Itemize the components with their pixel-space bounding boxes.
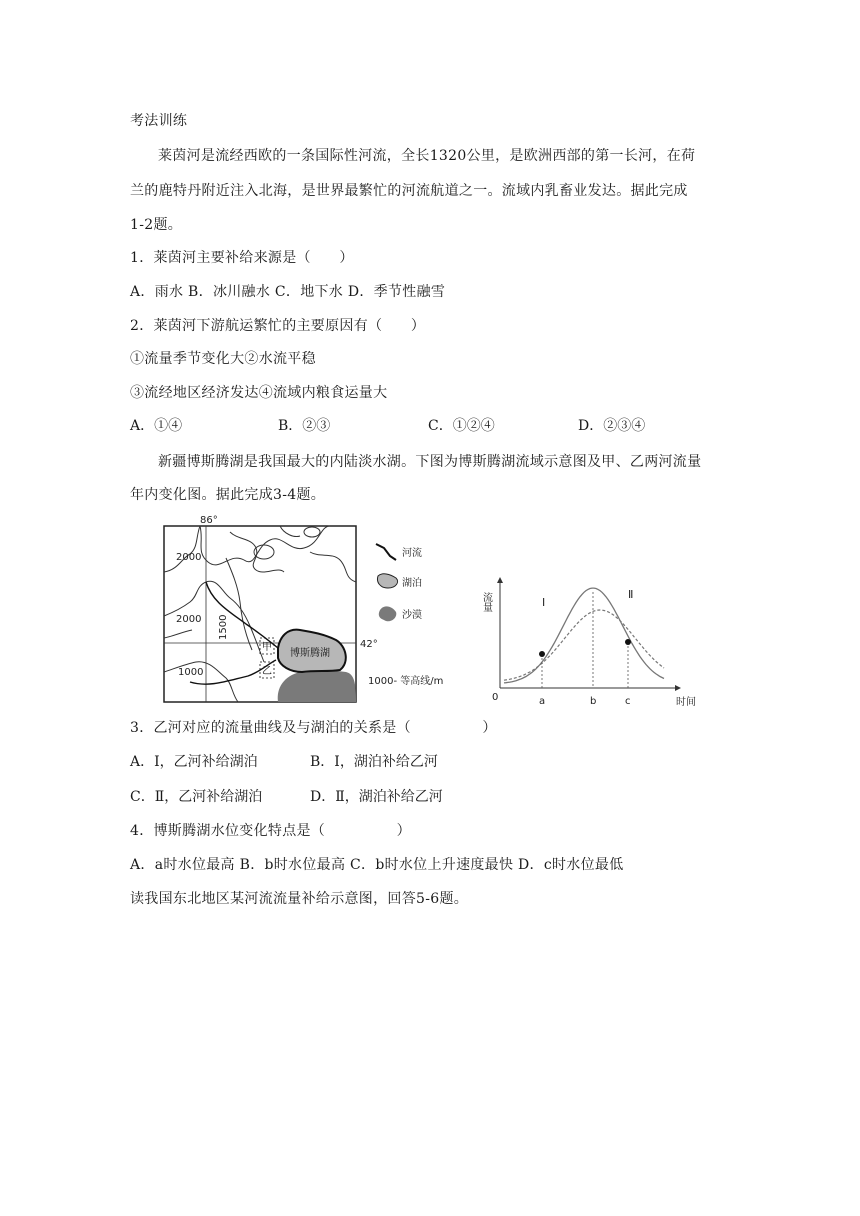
legend-desert-label: 沙漠 (402, 610, 422, 621)
tick-label-c: c (625, 696, 631, 707)
map-legend (368, 544, 443, 687)
series-ii-curve (504, 588, 664, 683)
question-4-options: A．a时水位最高 B．b时水位最高 C．b时水位上升速度最快 D．c时水位最低 (130, 857, 624, 873)
river-jia-label: 甲 (262, 642, 272, 653)
question-2-option-d: D．②③④ (578, 418, 646, 434)
lake-name-label: 博斯腾湖 (290, 648, 330, 659)
contour-label-1000: 1000 (178, 667, 204, 678)
lake-legend-icon (377, 574, 397, 588)
question-2-option-a: A．①④ (130, 418, 183, 434)
passage-2-line-1: 新疆博斯腾湖是我国最大的内陆淡水湖。下图为博斯腾湖流域示意图及甲、乙两河流量 (158, 454, 702, 470)
question-1-stem: 1．莱茵河主要补给来源是（ ） (130, 250, 354, 266)
latitude-label: 42° (360, 639, 378, 650)
series-ii-label: Ⅱ (628, 588, 634, 601)
passage-1-line-2: 兰的鹿特丹附近注入北海，是世界最繁忙的河流航道之一。流域内乳畜业发达。据此完成 (130, 183, 688, 199)
question-3-option-d: D．Ⅱ，湖泊补给乙河 (310, 789, 443, 805)
desert-legend-icon (379, 606, 397, 621)
question-2-option-c: C．①②④ (428, 418, 495, 434)
contour-label-2000-top: 2000 (176, 552, 202, 563)
x-axis-label: 时间 (676, 697, 696, 708)
contour-label-2000-left: 2000 (176, 614, 202, 625)
desert-area (278, 670, 356, 702)
question-2-items-2: ③流经地区经济发达④流域内粮食运量大 (130, 385, 388, 401)
legend-lake-label: 湖泊 (402, 578, 422, 589)
tick-label-b: b (590, 696, 597, 707)
passage-1-line-1: 莱茵河是流经西欧的一条国际性河流，全长1320公里，是欧洲西部的第一长河，在荷 (158, 148, 696, 164)
origin-label: 0 (492, 692, 499, 703)
river-legend-icon (376, 544, 396, 560)
section-title: 考法训练 (130, 113, 188, 129)
question-2-option-b: B．②③ (278, 418, 331, 434)
question-2-items-1: ①流量季节变化大②水流平稳 (130, 351, 316, 367)
tick-label-a: a (539, 696, 546, 707)
contour-label-1500: 1500 (218, 614, 229, 640)
question-3-option-a: A．Ⅰ，乙河补给湖泊 (130, 754, 258, 770)
passage-3: 读我国东北地区某河流流量补给示意图，回答5-6题。 (130, 891, 469, 907)
intersection-point-c (625, 639, 631, 645)
bosten-lake-basin-map (160, 512, 470, 704)
passage-1-line-3: 1-2题。 (130, 217, 183, 233)
question-3-option-c: C．Ⅱ，乙河补给湖泊 (130, 789, 263, 805)
longitude-label: 86° (200, 515, 218, 526)
series-i-curve (504, 610, 664, 680)
flow-variation-chart (480, 570, 710, 710)
passage-2-line-2: 年内变化图。据此完成3-4题。 (130, 487, 326, 503)
series-i-label: Ⅰ (542, 596, 546, 609)
question-4-stem: 4．博斯腾湖水位变化特点是（ ） (130, 823, 411, 839)
intersection-point-a (539, 651, 545, 657)
question-1-options: A．雨水 B．冰川融水 C．地下水 D．季节性融雪 (130, 284, 446, 300)
question-3-option-b: B．Ⅰ，湖泊补给乙河 (310, 754, 438, 770)
legend-river-label: 河流 (402, 548, 422, 559)
question-3-stem: 3．乙河对应的流量曲线及与湖泊的关系是（ ） (130, 720, 497, 736)
legend-contour-label: 1000- 等高线/m (368, 676, 444, 687)
river-yi-label: 乙 (262, 666, 272, 677)
question-2-stem: 2．莱茵河下游航运繁忙的主要原因有（ ） (130, 318, 426, 334)
y-axis-label: 流量 (480, 592, 492, 612)
